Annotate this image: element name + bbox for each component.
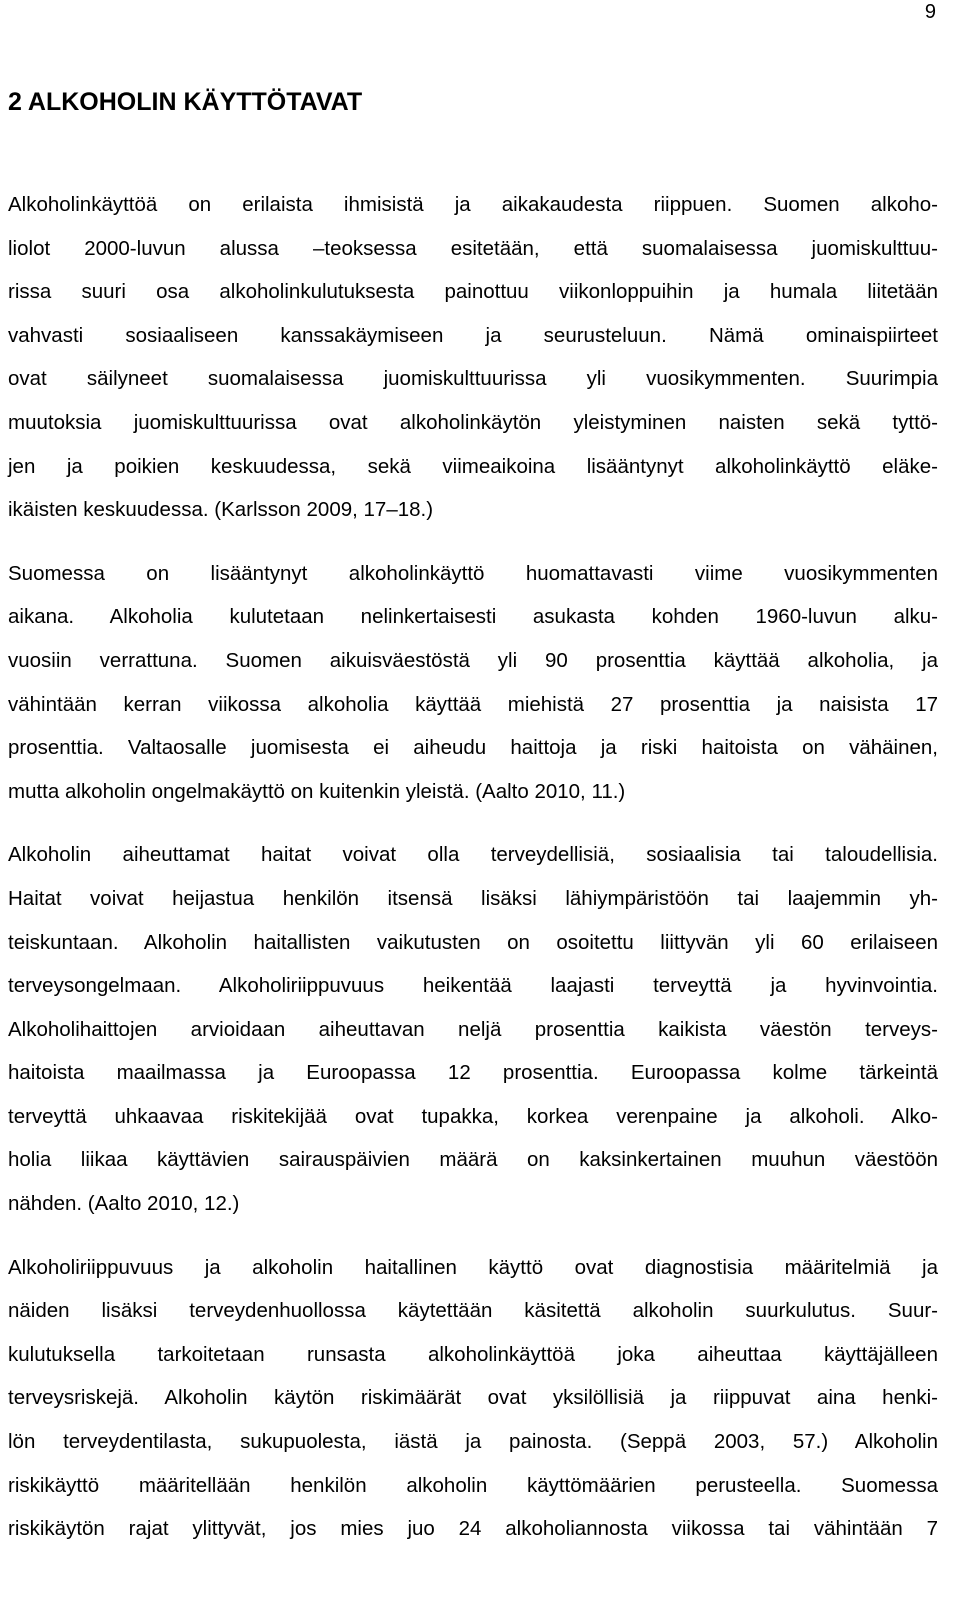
text-line: Alkoholihaittojen arvioidaan aiheuttavan neljä prosenttia kaikista väestön terveys- xyxy=(8,1017,938,1041)
text-line: näiden lisäksi terveydenhuollossa käytettään käsitettä alkoholin suurkulutus. Suur- xyxy=(8,1299,938,1323)
text-line: Alkoholin aiheuttamat haitat voivat olla terveydellisiä, sosiaalisia tai taloudellisia. xyxy=(8,843,938,867)
text-line: Alkoholinkäyttöä on erilaista ihmisistä ja aikakaudesta riippuen. Suomen alkoho- xyxy=(8,193,938,216)
text-line: lön terveydentilasta, sukupuolesta, iästä ja painosta. (Seppä 2003, 57.) Alkoholin xyxy=(8,1430,938,1454)
text-line: terveysongelmaan. Alkoholiriippuvuus heikentää laajasti terveyttä ja hyvinvointia. xyxy=(8,974,938,998)
text-line: vähintään kerran viikossa alkoholia käyttää miehistä 27 prosenttia ja naisista 17 xyxy=(8,692,938,716)
text-line: terveyttä uhkaavaa riskitekijää ovat tupakka, korkea verenpaine ja alkoholi. Alko- xyxy=(8,1104,938,1128)
text-line: vahvasti sosiaaliseen kanssakäymiseen ja seurusteluun. Nämä ominaispiirteet xyxy=(8,323,938,347)
text-line: Suomessa on lisääntynyt alkoholinkäyttö huomattavasti viime vuosikymmenten xyxy=(8,561,938,585)
body-text xyxy=(8,183,938,1571)
text-line: kulutuksella tarkoitetaan runsasta alkoholinkäyttöä joka aiheuttaa käyttäjälleen xyxy=(8,1342,938,1366)
text-line: liolot 2000-luvun alussa –teoksessa esitetään, että suomalaisessa juomiskulttuu- xyxy=(8,236,938,260)
paragraph-4 xyxy=(8,1246,938,1551)
text-line: teiskuntaan. Alkoholin haitallisten vaikutusten on osoitettu liittyvän yli 60 erilaiseen xyxy=(8,930,938,954)
paragraph-2 xyxy=(8,552,938,814)
paragraph-3 xyxy=(8,833,938,1225)
text-line: Alkoholiriippuvuus ja alkoholin haitallinen käyttö ovat diagnostisia määritelmiä ja xyxy=(8,1255,938,1279)
text-line: rissa suuri osa alkoholinkulutuksesta painottuu viikonloppuihin ja humala liitetään xyxy=(8,280,938,304)
text-line: ovat säilyneet suomalaisessa juomiskulttuurissa yli vuosikymmenten. Suurimpia xyxy=(8,367,938,391)
text-line: vuosiin verrattuna. Suomen aikuisväestöstä yli 90 prosenttia käyttää alkoholia, ja xyxy=(8,648,938,672)
text-line: mutta alkoholin ongelmakäyttö on kuitenkin yleistä. (Aalto 2010, 11.) xyxy=(8,779,626,803)
paragraph-1 xyxy=(8,183,938,532)
page-number: 9 xyxy=(924,1,936,23)
text-line: riskikäytön rajat ylittyvät, jos mies juo 24 alkoholiannosta viikossa tai vähintään 7 xyxy=(8,1517,938,1541)
text-line: ikäisten keskuudessa. (Karlsson 2009, 17–18.) xyxy=(8,498,434,522)
text-line: holia liikaa käyttävien sairauspäivien määrä on kaksinkertainen muuhun väestöön xyxy=(8,1148,938,1172)
text-line: jen ja poikien keskuudessa, sekä viimeaikoina lisääntynyt alkoholinkäyttö eläke- xyxy=(8,454,938,478)
text-line: haitoista maailmassa ja Euroopassa 12 prosenttia. Euroopassa kolme tärkeintä xyxy=(8,1061,938,1085)
chapter-heading: 2 ALKOHOLIN KÄYTTÖTAVAT xyxy=(8,88,363,116)
text-line: Haitat voivat heijastua henkilön itsensä lisäksi lähiympäristöön tai laajemmin yh- xyxy=(8,886,938,910)
text-line: muutoksia juomiskulttuurissa ovat alkoholinkäytön yleistyminen naisten sekä tyttö- xyxy=(8,410,938,434)
text-line: terveysriskejä. Alkoholin käytön riskimäärät ovat yksilöllisiä ja riippuvat aina henki- xyxy=(8,1386,938,1410)
text-line: riskikäyttö määritellään henkilön alkoholin käyttömäärien perusteella. Suomessa xyxy=(8,1473,938,1497)
text-line: aikana. Alkoholia kulutetaan nelinkertaisesti asukasta kohden 1960-luvun alku- xyxy=(8,605,938,629)
text-line: nähden. (Aalto 2010, 12.) xyxy=(8,1192,240,1216)
text-line: prosenttia. Valtaosalle juomisesta ei aiheudu haittoja ja riski haitoista on vähäinen, xyxy=(8,736,938,760)
